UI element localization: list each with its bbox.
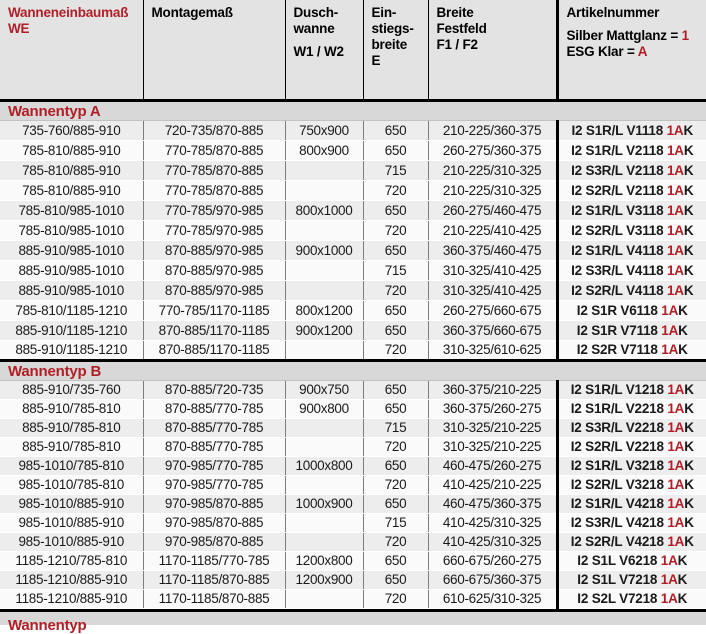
article-base: I2 S2R/L V4218 bbox=[570, 534, 668, 549]
header-montagemass bbox=[143, 0, 285, 100]
cell-festfeld: 410-425/310-325 bbox=[428, 532, 557, 551]
cell-festfeld: 310-325/210-225 bbox=[428, 418, 557, 437]
header-einstieg-line3: breite bbox=[371, 37, 408, 52]
header-duschwanne-line1: Dusch- bbox=[293, 5, 339, 20]
cell-montagemass: 720-735/870-885 bbox=[143, 120, 285, 140]
article-suffix-red: 1A bbox=[666, 242, 684, 258]
cell-artikelnummer bbox=[557, 160, 706, 180]
article-base: I2 S1R/L V2118 bbox=[571, 142, 667, 158]
article-suffix-black: K bbox=[678, 342, 688, 357]
cell-festfeld: 360-375/460-475 bbox=[428, 240, 557, 260]
cell-montagemass: 770-785/970-985 bbox=[143, 200, 285, 220]
table-row bbox=[0, 120, 706, 140]
table-row bbox=[0, 494, 706, 513]
header-festfeld-line2: Festfeld bbox=[436, 21, 487, 36]
header-duschwanne bbox=[285, 0, 363, 100]
cell-duschwanne bbox=[285, 260, 363, 280]
cell-festfeld: 360-375/260-275 bbox=[428, 399, 557, 418]
cell-duschwanne bbox=[285, 475, 363, 494]
article-suffix-black: K bbox=[683, 262, 694, 278]
cell-wanneneinbaumass: 735-760/885-910 bbox=[0, 120, 143, 140]
article-suffix-black: K bbox=[678, 302, 688, 318]
cell-duschwanne: 1200x900 bbox=[285, 570, 363, 589]
article-base: I2 S2R/L V3218 bbox=[570, 477, 668, 492]
cell-duschwanne bbox=[285, 589, 363, 608]
cell-einstiegsbreite: 720 bbox=[363, 475, 428, 494]
article-suffix-black: K bbox=[684, 458, 694, 473]
article-suffix-red: 1A bbox=[666, 122, 684, 138]
cell-duschwanne: 900x800 bbox=[285, 399, 363, 418]
cell-wanneneinbaumass: 885-910/985-1010 bbox=[0, 240, 143, 260]
cell-einstiegsbreite: 650 bbox=[363, 494, 428, 513]
cell-festfeld: 410-425/210-225 bbox=[428, 475, 557, 494]
cell-einstiegsbreite: 720 bbox=[363, 589, 428, 608]
cell-einstiegsbreite: 720 bbox=[363, 340, 428, 360]
article-suffix-red: 1A bbox=[666, 142, 684, 158]
cell-duschwanne bbox=[285, 513, 363, 532]
cell-montagemass: 970-985/870-885 bbox=[143, 494, 285, 513]
cell-einstiegsbreite: 715 bbox=[363, 418, 428, 437]
article-suffix-red: 1A bbox=[666, 162, 684, 178]
cell-artikelnummer bbox=[557, 437, 706, 456]
cell-montagemass: 970-985/870-885 bbox=[143, 513, 285, 532]
cell-wanneneinbaumass: 885-910/1185-1210 bbox=[0, 340, 143, 360]
article-suffix-black: K bbox=[683, 202, 694, 218]
header-festfeld-line1: Breite bbox=[436, 5, 474, 20]
cell-artikelnummer bbox=[557, 475, 706, 494]
cell-montagemass: 870-885/770-785 bbox=[143, 399, 285, 418]
cell-einstiegsbreite: 650 bbox=[363, 570, 428, 589]
article-suffix-black: K bbox=[684, 534, 694, 549]
cell-wanneneinbaumass: 885-910/735-760 bbox=[0, 380, 143, 399]
cell-festfeld: 260-275/460-475 bbox=[428, 200, 557, 220]
cell-festfeld: 610-625/310-325 bbox=[428, 589, 557, 608]
article-suffix-red: 1A bbox=[661, 342, 679, 357]
table-row bbox=[0, 240, 706, 260]
cell-duschwanne: 800x1200 bbox=[285, 300, 363, 320]
table-row bbox=[0, 570, 706, 589]
cell-festfeld: 460-475/260-275 bbox=[428, 456, 557, 475]
cell-festfeld: 210-225/360-375 bbox=[428, 120, 557, 140]
cell-einstiegsbreite: 650 bbox=[363, 300, 428, 320]
table-row bbox=[0, 551, 706, 570]
cell-duschwanne bbox=[285, 180, 363, 200]
article-suffix-red: 1A bbox=[667, 496, 685, 511]
cell-duschwanne: 900x1000 bbox=[285, 240, 363, 260]
cell-montagemass: 770-785/870-885 bbox=[143, 140, 285, 160]
article-base: I2 S1R V6118 bbox=[576, 302, 662, 318]
article-suffix-red: 1A bbox=[667, 477, 685, 492]
cell-wanneneinbaumass: 785-810/885-910 bbox=[0, 180, 143, 200]
table-row bbox=[0, 589, 706, 608]
cell-duschwanne: 900x1200 bbox=[285, 320, 363, 340]
cell-einstiegsbreite: 715 bbox=[363, 260, 428, 280]
header-breite-festfeld bbox=[428, 0, 557, 100]
cell-montagemass: 870-885/770-785 bbox=[143, 418, 285, 437]
cell-einstiegsbreite: 715 bbox=[363, 160, 428, 180]
cell-duschwanne: 800x1000 bbox=[285, 200, 363, 220]
cell-montagemass: 970-985/770-785 bbox=[143, 475, 285, 494]
article-suffix-black: K bbox=[684, 420, 694, 435]
article-base: I2 S1R/L V2218 bbox=[570, 401, 668, 416]
table-row bbox=[0, 513, 706, 532]
section-title: Wannentyp B bbox=[0, 360, 706, 380]
article-suffix-black: K bbox=[678, 322, 688, 338]
cell-artikelnummer bbox=[557, 140, 706, 160]
table-row bbox=[0, 340, 706, 360]
article-base: I2 S2R/L V4118 bbox=[571, 282, 667, 298]
cell-montagemass: 770-785/970-985 bbox=[143, 220, 285, 240]
header-esg-klar: ESG Klar = A bbox=[566, 44, 648, 59]
article-suffix-black: K bbox=[684, 382, 694, 397]
cell-einstiegsbreite: 650 bbox=[363, 380, 428, 399]
article-suffix-black: K bbox=[677, 591, 688, 606]
cell-einstiegsbreite: 720 bbox=[363, 532, 428, 551]
article-suffix-black: K bbox=[683, 142, 694, 158]
cell-artikelnummer bbox=[557, 220, 706, 240]
silber-mattglanz-code: 1 bbox=[681, 28, 689, 43]
cell-duschwanne bbox=[285, 280, 363, 300]
cell-artikelnummer bbox=[557, 300, 706, 320]
cell-duschwanne: 1000x900 bbox=[285, 494, 363, 513]
header-einstiegsbreite bbox=[363, 0, 428, 100]
header-wanneneinbaumass bbox=[0, 0, 143, 100]
cell-duschwanne bbox=[285, 437, 363, 456]
cell-einstiegsbreite: 650 bbox=[363, 456, 428, 475]
article-suffix-black: K bbox=[684, 496, 694, 511]
article-suffix-black: K bbox=[683, 222, 694, 238]
article-suffix-red: 1A bbox=[666, 222, 684, 238]
header-we-line1: Wanneneinbaumaß bbox=[8, 5, 129, 20]
cell-artikelnummer bbox=[557, 456, 706, 475]
cell-einstiegsbreite: 650 bbox=[363, 551, 428, 570]
cell-duschwanne bbox=[285, 220, 363, 240]
cell-artikelnummer bbox=[557, 589, 706, 608]
cell-wanneneinbaumass: 885-910/785-810 bbox=[0, 437, 143, 456]
article-suffix-red: 1A bbox=[661, 302, 679, 318]
cell-wanneneinbaumass: 885-910/785-810 bbox=[0, 418, 143, 437]
cell-festfeld: 660-675/260-275 bbox=[428, 551, 557, 570]
article-suffix-red: 1A bbox=[666, 262, 684, 278]
article-base: I2 S1R/L V4118 bbox=[571, 242, 667, 258]
cell-artikelnummer bbox=[557, 494, 706, 513]
cell-wanneneinbaumass: 785-810/885-910 bbox=[0, 140, 143, 160]
cell-duschwanne: 1000x800 bbox=[285, 456, 363, 475]
cell-montagemass: 870-885/770-785 bbox=[143, 437, 285, 456]
cell-wanneneinbaumass: 985-1010/885-910 bbox=[0, 532, 143, 551]
article-base: I2 S1R V7118 bbox=[576, 322, 662, 338]
cell-wanneneinbaumass: 885-910/785-810 bbox=[0, 399, 143, 418]
cell-einstiegsbreite: 650 bbox=[363, 240, 428, 260]
cell-artikelnummer bbox=[557, 513, 706, 532]
cell-artikelnummer bbox=[557, 200, 706, 220]
article-suffix-red: 1A bbox=[667, 534, 685, 549]
cell-montagemass: 870-885/970-985 bbox=[143, 280, 285, 300]
cell-montagemass: 970-985/770-785 bbox=[143, 456, 285, 475]
esg-klar-code: A bbox=[637, 44, 648, 59]
header-row bbox=[0, 0, 706, 100]
cell-festfeld: 360-375/210-225 bbox=[428, 380, 557, 399]
cell-montagemass: 1170-1185/770-785 bbox=[143, 551, 285, 570]
cell-festfeld: 310-325/410-425 bbox=[428, 280, 557, 300]
cell-montagemass: 870-885/970-985 bbox=[143, 260, 285, 280]
article-suffix-red: 1A bbox=[667, 382, 685, 397]
table-row bbox=[0, 475, 706, 494]
cell-festfeld: 210-225/310-325 bbox=[428, 160, 557, 180]
cell-wanneneinbaumass: 985-1010/785-810 bbox=[0, 456, 143, 475]
cell-artikelnummer bbox=[557, 180, 706, 200]
section-title: Wannentyp A bbox=[0, 100, 706, 120]
cell-artikelnummer bbox=[557, 418, 706, 437]
article-base: I2 S1L V6218 bbox=[577, 553, 661, 568]
table-row bbox=[0, 160, 706, 180]
cell-einstiegsbreite: 650 bbox=[363, 399, 428, 418]
article-suffix-black: K bbox=[683, 182, 694, 198]
article-base: I2 S1R/L V3218 bbox=[570, 458, 668, 473]
header-einstieg-line4: E bbox=[371, 53, 381, 68]
table-row bbox=[0, 418, 706, 437]
article-base: I2 S1R/L V4218 bbox=[570, 496, 668, 511]
cell-artikelnummer bbox=[557, 280, 706, 300]
cell-duschwanne bbox=[285, 418, 363, 437]
article-suffix-red: 1A bbox=[666, 202, 684, 218]
cell-montagemass: 770-785/1170-1185 bbox=[143, 300, 285, 320]
header-we-line2: WE bbox=[8, 21, 30, 36]
cell-artikelnummer bbox=[557, 320, 706, 340]
cell-montagemass: 1170-1185/870-885 bbox=[143, 589, 285, 608]
cell-festfeld: 260-275/660-675 bbox=[428, 300, 557, 320]
cell-montagemass: 870-885/1170-1185 bbox=[143, 340, 285, 360]
article-base: I2 S3R/L V2118 bbox=[571, 162, 667, 178]
article-suffix-red: 1A bbox=[667, 420, 685, 435]
article-suffix-black: K bbox=[684, 477, 694, 492]
article-suffix-red: 1A bbox=[661, 322, 679, 338]
article-suffix-black: K bbox=[683, 122, 693, 138]
cell-montagemass: 770-785/870-885 bbox=[143, 160, 285, 180]
section-title-clipped: Wannentyp bbox=[8, 616, 87, 634]
cell-wanneneinbaumass: 1185-1210/785-810 bbox=[0, 551, 143, 570]
article-suffix-black: K bbox=[684, 401, 694, 416]
cell-wanneneinbaumass: 885-910/985-1010 bbox=[0, 260, 143, 280]
article-base: I2 S3R/L V2218 bbox=[570, 420, 668, 435]
table-row bbox=[0, 280, 706, 300]
article-suffix-red: 1A bbox=[667, 458, 685, 473]
cell-festfeld: 310-325/410-425 bbox=[428, 260, 557, 280]
cell-montagemass: 870-885/1170-1185 bbox=[143, 320, 285, 340]
table-row bbox=[0, 260, 706, 280]
table-row bbox=[0, 456, 706, 475]
article-base: I2 S3R/L V4218 bbox=[570, 515, 668, 530]
table-row bbox=[0, 220, 706, 240]
cell-festfeld: 410-425/310-325 bbox=[428, 513, 557, 532]
article-base: I2 S1R/L V3118 bbox=[571, 202, 667, 218]
table-row bbox=[0, 140, 706, 160]
cell-festfeld: 260-275/360-375 bbox=[428, 140, 557, 160]
cell-wanneneinbaumass: 985-1010/885-910 bbox=[0, 513, 143, 532]
section-header bbox=[0, 100, 706, 120]
cell-festfeld: 210-225/410-425 bbox=[428, 220, 557, 240]
cell-artikelnummer bbox=[557, 340, 706, 360]
article-suffix-red: 1A bbox=[666, 282, 684, 298]
article-suffix-black: K bbox=[683, 162, 694, 178]
cell-einstiegsbreite: 720 bbox=[363, 437, 428, 456]
header-einstieg-line2: stiegs- bbox=[371, 21, 414, 36]
cell-einstiegsbreite: 650 bbox=[363, 140, 428, 160]
article-base: I2 S2R V7118 bbox=[576, 342, 662, 357]
header-duschwanne-line2: wanne bbox=[293, 21, 335, 36]
article-suffix-black: K bbox=[677, 553, 688, 568]
cell-festfeld: 310-325/610-625 bbox=[428, 340, 557, 360]
section-header bbox=[0, 360, 706, 380]
table-row bbox=[0, 180, 706, 200]
table-row bbox=[0, 200, 706, 220]
cell-duschwanne: 800x900 bbox=[285, 140, 363, 160]
article-base: I2 S3R/L V4118 bbox=[571, 262, 667, 278]
article-suffix-black: K bbox=[683, 282, 694, 298]
article-suffix-black: K bbox=[677, 572, 688, 587]
article-suffix-red: 1A bbox=[660, 591, 678, 606]
article-suffix-black: K bbox=[683, 242, 694, 258]
article-suffix-red: 1A bbox=[667, 401, 685, 416]
cell-wanneneinbaumass: 785-810/985-1010 bbox=[0, 200, 143, 220]
table-row bbox=[0, 320, 706, 340]
cell-wanneneinbaumass: 785-810/885-910 bbox=[0, 160, 143, 180]
cell-duschwanne: 900x750 bbox=[285, 380, 363, 399]
cell-artikelnummer bbox=[557, 120, 706, 140]
cell-einstiegsbreite: 650 bbox=[363, 320, 428, 340]
header-artikelnummer bbox=[557, 0, 706, 100]
cell-festfeld: 460-475/360-375 bbox=[428, 494, 557, 513]
article-suffix-red: 1A bbox=[667, 515, 685, 530]
header-silber-mattglanz: Silber Mattglanz = 1 bbox=[566, 28, 689, 43]
article-suffix-red: 1A bbox=[660, 553, 678, 568]
cell-wanneneinbaumass: 1185-1210/885-910 bbox=[0, 570, 143, 589]
cell-artikelnummer bbox=[557, 260, 706, 280]
cell-montagemass: 970-985/870-885 bbox=[143, 532, 285, 551]
cell-festfeld: 660-675/360-375 bbox=[428, 570, 557, 589]
article-base: I2 S1R/L V1218 bbox=[570, 382, 668, 397]
cell-artikelnummer bbox=[557, 240, 706, 260]
section-header-clipped bbox=[0, 609, 706, 634]
cell-wanneneinbaumass: 985-1010/885-910 bbox=[0, 494, 143, 513]
cell-montagemass: 1170-1185/870-885 bbox=[143, 570, 285, 589]
cell-wanneneinbaumass: 785-810/1185-1210 bbox=[0, 300, 143, 320]
cell-montagemass: 870-885/720-735 bbox=[143, 380, 285, 399]
table-row bbox=[0, 532, 706, 551]
cell-einstiegsbreite: 715 bbox=[363, 513, 428, 532]
article-suffix-red: 1A bbox=[660, 572, 678, 587]
cell-artikelnummer bbox=[557, 570, 706, 589]
cell-wanneneinbaumass: 885-910/1185-1210 bbox=[0, 320, 143, 340]
article-base: I2 S2L V7218 bbox=[577, 591, 661, 606]
cell-artikelnummer bbox=[557, 380, 706, 399]
cell-artikelnummer bbox=[557, 532, 706, 551]
cell-duschwanne: 750x900 bbox=[285, 120, 363, 140]
header-festfeld-line3: F1 / F2 bbox=[436, 37, 478, 52]
article-suffix-red: 1A bbox=[667, 439, 685, 454]
table-row bbox=[0, 437, 706, 456]
header-einstieg-line1: Ein- bbox=[371, 5, 397, 20]
cell-duschwanne bbox=[285, 340, 363, 360]
article-suffix-black: K bbox=[684, 439, 694, 454]
article-base: I2 S2R/L V2218 bbox=[570, 439, 668, 454]
cell-festfeld: 360-375/660-675 bbox=[428, 320, 557, 340]
cell-duschwanne: 1200x800 bbox=[285, 551, 363, 570]
table-row bbox=[0, 300, 706, 320]
table-row bbox=[0, 399, 706, 418]
article-base: I2 S2R/L V3118 bbox=[571, 222, 667, 238]
cell-einstiegsbreite: 720 bbox=[363, 280, 428, 300]
header-artikel-title: Artikelnummer bbox=[566, 5, 660, 20]
header-montage-label: Montagemaß bbox=[151, 5, 233, 20]
cell-duschwanne bbox=[285, 160, 363, 180]
cell-festfeld: 310-325/210-225 bbox=[428, 437, 557, 456]
cell-einstiegsbreite: 650 bbox=[363, 200, 428, 220]
article-suffix-black: K bbox=[684, 515, 694, 530]
cell-artikelnummer bbox=[557, 551, 706, 570]
cell-einstiegsbreite: 720 bbox=[363, 220, 428, 240]
cell-montagemass: 770-785/870-885 bbox=[143, 180, 285, 200]
cell-festfeld: 210-225/310-325 bbox=[428, 180, 557, 200]
cell-einstiegsbreite: 650 bbox=[363, 120, 428, 140]
cell-montagemass: 870-885/970-985 bbox=[143, 240, 285, 260]
cell-einstiegsbreite: 720 bbox=[363, 180, 428, 200]
cell-wanneneinbaumass: 985-1010/785-810 bbox=[0, 475, 143, 494]
table-body bbox=[0, 100, 706, 608]
cell-duschwanne bbox=[285, 532, 363, 551]
cell-wanneneinbaumass: 785-810/985-1010 bbox=[0, 220, 143, 240]
header-duschwanne-line3: W1 / W2 bbox=[293, 44, 344, 59]
article-base: I2 S2R/L V2118 bbox=[571, 182, 667, 198]
table-row bbox=[0, 380, 706, 399]
article-suffix-red: 1A bbox=[666, 182, 684, 198]
article-base: I2 S1L V7218 bbox=[577, 572, 661, 587]
article-base: I2 S1R/L V1118 bbox=[571, 122, 667, 138]
cell-artikelnummer bbox=[557, 399, 706, 418]
cell-wanneneinbaumass: 1185-1210/885-910 bbox=[0, 589, 143, 608]
cell-wanneneinbaumass: 885-910/985-1010 bbox=[0, 280, 143, 300]
